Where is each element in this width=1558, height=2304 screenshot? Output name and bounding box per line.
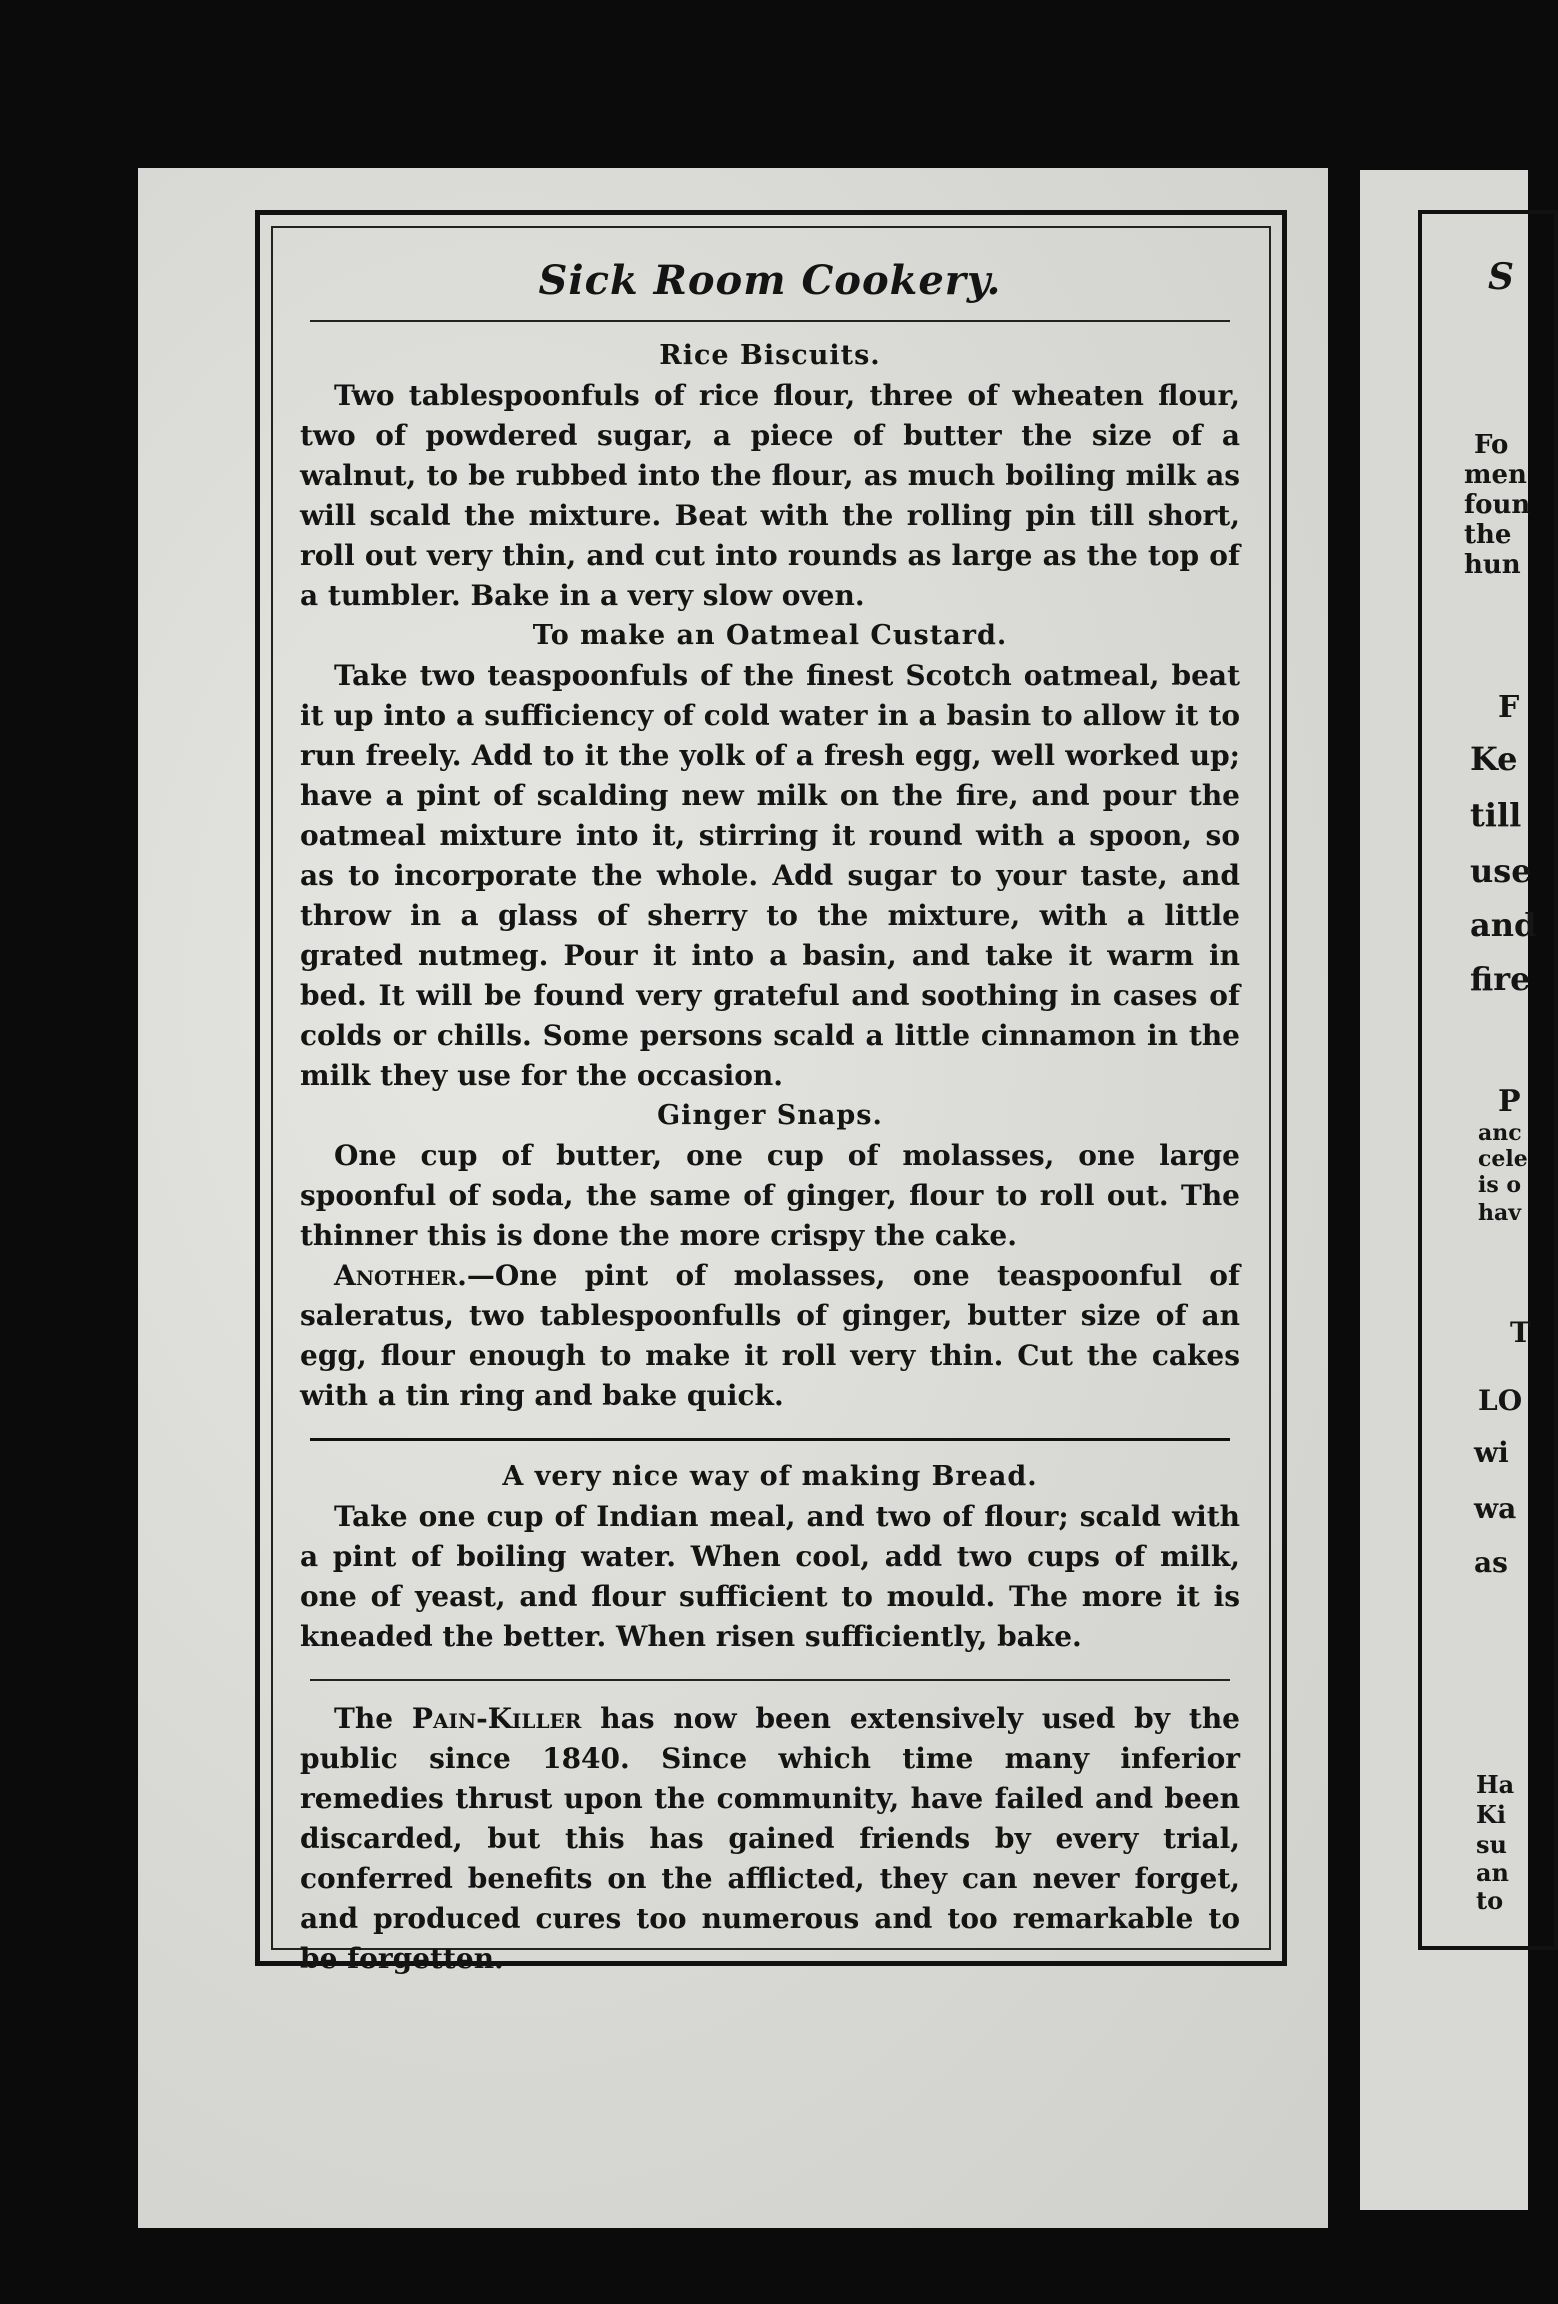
- masthead-title: Sick Room Cookery.: [538, 257, 1002, 304]
- adjacent-fragment: wa: [1474, 1492, 1517, 1525]
- adjacent-fragment: Ha: [1476, 1770, 1515, 1799]
- adjacent-fragment: anc: [1478, 1120, 1522, 1146]
- adjacent-fragment: and: [1470, 906, 1537, 944]
- advert-brand: Pain-Killer: [411, 1702, 582, 1735]
- another-label: Another.: [334, 1259, 467, 1292]
- adjacent-fragment: LO: [1478, 1384, 1523, 1417]
- section-bread: [300, 1457, 1240, 1657]
- adjacent-fragment: S: [1488, 256, 1514, 298]
- adjacent-fragment: use: [1470, 852, 1532, 890]
- section-heading: Ginger Snaps.: [657, 1100, 883, 1131]
- adjacent-fragment: foun: [1464, 490, 1531, 520]
- adjacent-fragment: hav: [1478, 1200, 1522, 1226]
- adjacent-fragment: P: [1498, 1084, 1521, 1119]
- section-heading: Rice Biscuits.: [659, 340, 881, 371]
- adjacent-fragment: hun: [1464, 550, 1521, 580]
- section-divider: [310, 1438, 1230, 1441]
- advert-text: has now been extensively used by the public since 1840. Since which time many inferior remedies thrust upon the community, have failed and been discarded, but this has gained friends by every trial, conferred benefits on the afflicted, they can never forget, and produced cures too numerous and too remarkable to be forgetten.: [300, 1702, 1240, 1975]
- adjacent-fragment: the: [1464, 520, 1512, 550]
- adjacent-fragment: men: [1464, 460, 1527, 490]
- adjacent-fragment: T: [1510, 1316, 1531, 1349]
- section-paragraph: Take one cup of Indian meal, and two of flour; scald with a pint of boiling water. When cool, add two cups of milk, one of yeast, and flour sufficient to mould. The more it is kneaded the better. When risen sufficiently, bake.: [300, 1500, 1240, 1653]
- adjacent-fragment: is o: [1478, 1172, 1522, 1198]
- section-paragraph: One cup of butter, one cup of molasses, one large spoonful of soda, the same of ginger, flour to roll out. The thinner this is done the more crispy the cake.: [300, 1139, 1240, 1252]
- adjacent-fragment: Ke: [1470, 740, 1518, 778]
- article-column: [300, 246, 1240, 1979]
- section-ginger-snaps: [300, 1096, 1240, 1416]
- advert-paragraph: [300, 1699, 1240, 1979]
- adjacent-fragment: Fo: [1474, 430, 1509, 460]
- another-text: —One pint of molasses, one teaspoonful of saleratus, two tablespoonfulls of ginger, butter size of an egg, flour enough to make it roll very thin. Cut the cakes with a tin ring and bake quick.: [300, 1259, 1240, 1412]
- adjacent-fragment: Ki: [1476, 1800, 1506, 1829]
- section-heading: To make an Oatmeal Custard.: [532, 620, 1008, 651]
- adjacent-fragment: till: [1470, 796, 1522, 834]
- adjacent-fragment: an: [1476, 1858, 1509, 1887]
- adjacent-fragment: wi: [1474, 1436, 1509, 1469]
- adjacent-fragment: fire: [1470, 960, 1531, 998]
- page-gutter: [1328, 160, 1360, 2240]
- adjacent-fragment: to: [1476, 1886, 1504, 1915]
- adjacent-fragment: F: [1498, 690, 1520, 725]
- advert-lead: The: [334, 1702, 412, 1735]
- advert-divider: [310, 1679, 1230, 1681]
- masthead-rule: [310, 320, 1230, 322]
- another-paragraph: [300, 1256, 1240, 1416]
- section-heading: A very nice way of making Bread.: [502, 1461, 1038, 1492]
- adjacent-fragment: cele: [1478, 1146, 1528, 1172]
- section-paragraph: Two tablespoonfuls of rice flour, three of wheaten flour, two of powdered sugar, a piece of butter the size of a walnut, to be rubbed into the flour, as much boiling milk as will scald the mixture. Beat with the rolling pin till short, roll out very thin, and cut into rounds as large as the top of a tumbler. Bake in a very slow oven.: [300, 379, 1240, 612]
- section-paragraph: Take two teaspoonfuls of the finest Scotch oatmeal, beat it up into a sufficiency of cold water in a basin to allow it to run freely. Add to it the yolk of a fresh egg, well worked up; have a pint of scalding new milk on the fire, and pour the oatmeal mixture into it, stirring it round with a spoon, so as to incorporate the whole. Add sugar to your taste, and throw in a glass of sherry to the mixture, with a little grated nutmeg. Pour it into a basin, and take it warm in bed. It will be found very grateful and soothing in cases of colds or chills. Some persons scald a little cinnamon in the milk they use for the occasion.: [300, 659, 1240, 1092]
- adjacent-fragment: su: [1476, 1830, 1507, 1859]
- section-rice-biscuits: [300, 336, 1240, 616]
- section-oatmeal-custard: [300, 616, 1240, 1096]
- adjacent-fragment: as: [1474, 1546, 1508, 1579]
